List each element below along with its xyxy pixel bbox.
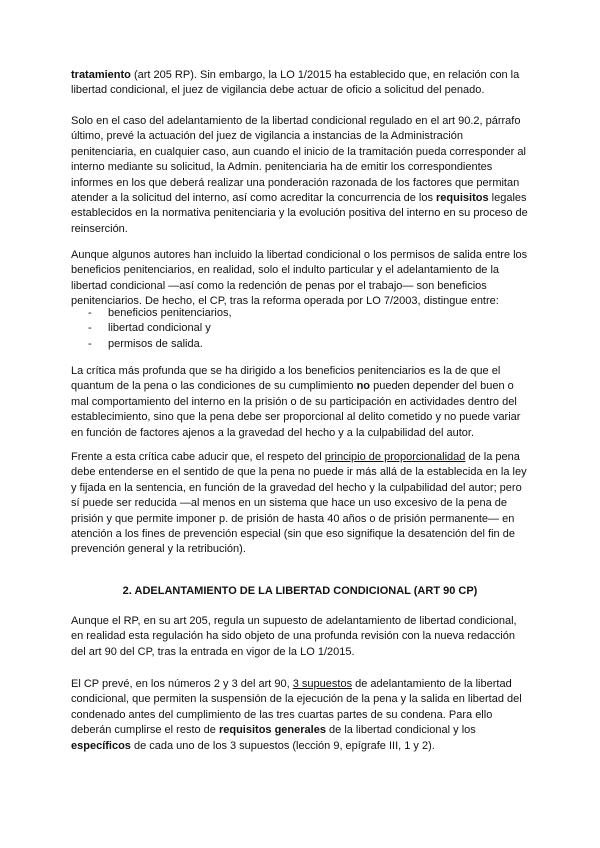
paragraph-text: Aunque el RP, en su art 205, regula un supuesto de adelantamiento de libertad condicional, en realidad esta regulación ha sido objeto de una profunda revisión con la nueva redacción del art 90 del CP, tras la entrada en vigor de la LO 1/2015.	[71, 615, 517, 658]
paragraph-text: La crítica más profunda que se ha dirigido a los beneficios penitenciarios es la de que el quantum de la pena o las condiciones de su cumplimiento	[71, 365, 501, 393]
paragraph-text: de cada uno de los 3 supuestos (lección 9, epígrafe III, 1 y 2).	[130, 739, 435, 752]
paragraph-text: Aunque algunos autores han incluido la libertad condicional o los permisos de salida entre los beneficios penitenciarios, en realidad, solo el indulto particular y el adelantamiento de la libertad condicional —así como la redención de penas por el trabajo— son beneficios penitenciarios. De hecho, el CP, tras la reforma operada por LO 7/2003, distingue entre:	[71, 249, 528, 308]
bold-term: no	[356, 380, 371, 393]
underlined-term: 3 supuestos	[292, 678, 353, 690]
list-dash: -	[88, 337, 92, 350]
list-item-text: permisos de salida.	[108, 337, 203, 350]
bold-term: específicos	[71, 739, 131, 752]
paragraph-7	[71, 677, 531, 754]
paragraph-text: de adelantamiento de la libertad condicional, que permiten la suspensión de la ejecución de la pena y la salida en libertad del condenado antes del cumplimiento de las tres cuartas partes de su condena. Para ello deberán cumplirse el resto de	[71, 678, 522, 737]
paragraph-text: Frente a esta crítica cabe aducir que, el respeto del	[71, 451, 325, 463]
paragraph-3	[71, 248, 531, 310]
paragraph-text: legales establecidos en la normativa penitenciaria y la evolución positiva del interno en su proceso de reinserción.	[71, 192, 528, 235]
paragraph-1	[71, 68, 531, 99]
paragraph-text: Solo en el caso del adelantamiento de la libertad condicional regulado en el art 90.2, párrafo último, prevé la actuación del juez de vigilancia a instancias de la Administración penitenciaria, en cualquier caso, aun cuando el inicio de la tramitación pueda corresponder al interno mediante su solicitud, la Admin. penitenciaria ha de emitir los correspondientes informes en los que deberá realizar una ponderación razonada de los factores que permitan atender a la solicitud del interno, así como acreditar la concurrencia de los	[71, 115, 526, 205]
paragraph-text: (art 205 RP). Sin embargo, la LO 1/2015 ha establecido que, en relación con la libertad condicional, el juez de vigilancia debe actuar de oficio a solicitud del penado.	[71, 69, 520, 97]
bold-term: requisitos	[436, 192, 489, 205]
list-item-text: beneficios penitenciarios,	[108, 307, 232, 319]
bold-term: requisitos generales	[218, 724, 326, 737]
paragraph-5	[71, 450, 531, 558]
list-item	[88, 321, 232, 336]
list-dash: -	[88, 307, 92, 319]
paragraph-2	[71, 114, 531, 237]
paragraph-text: El CP prevé, en los números 2 y 3 del art 90,	[71, 678, 293, 690]
underlined-term: principio de proporcionalidad	[324, 451, 466, 463]
paragraph-text: de la libertad condicional y los	[325, 724, 476, 737]
list-item	[88, 337, 232, 352]
paragraph-text: de la pena debe entenderse en el sentido de que la pena no puede ir más allá de la establecida en la ley y fijada en la sentencia, en función de la gravedad del hecho y la culpabilidad del autor; pero sí puede ser reducida —al menos en un sistema que hace un uso excesivo de la pena de prisión y que permite imponer p. de prisión de hasta 40 años o de prisión permanente— en atención a los fines de prevención especial (sin que eso signifique la desatención del fin de prevención general y la retribución).	[71, 451, 527, 556]
list-item	[88, 306, 232, 321]
bold-term: tratamiento	[71, 69, 131, 81]
paragraph-6	[71, 614, 531, 660]
paragraph-4	[71, 364, 531, 441]
section-heading: 2. ADELANTAMIENTO DE LA LIBERTAD CONDICIONAL (ART 90 CP)	[122, 585, 478, 597]
paragraph-text: pueden depender del buen o mal comportamiento del interno en la prisión o de su participación en actividades dentro del establecimiento, sino que la pena debe ser proporcional al delito cometido y no puede variar en función de factores ajenos a la gravedad del hecho y a la culpabilidad del autor.	[71, 380, 521, 439]
distinction-list	[88, 306, 232, 352]
list-dash: -	[88, 322, 92, 335]
list-item-text: libertad condicional y	[108, 322, 211, 335]
